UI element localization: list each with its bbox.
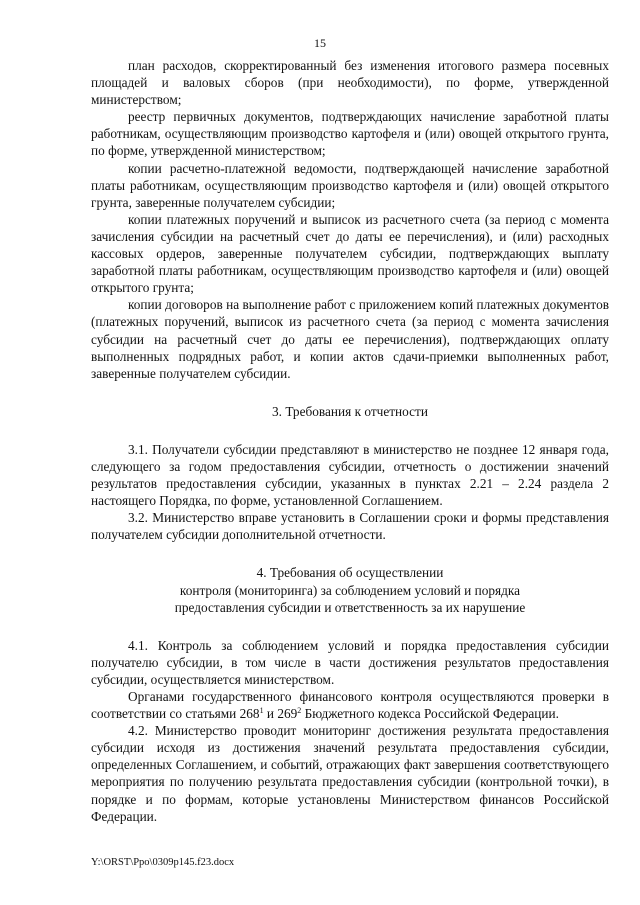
footer-file-path: Y:\ORST\Ppo\0309p145.f23.docx <box>91 857 235 868</box>
section-4-heading-line-2: контроля (мониторинга) за соблюдением условий и порядка <box>179 582 521 598</box>
document-body <box>91 57 609 825</box>
p2-text-2: и 269 <box>263 706 298 722</box>
page-number: 15 <box>314 36 326 50</box>
section-3-heading: 3. Требования к отчетности <box>272 403 428 419</box>
intro-paragraph-5: копии договоров на выполнение работ с приложением копий платежных документов (платежных поручений, выписок из расчетного счета (за период с момента зачисления субсидии на расчетный счет до даты ее перечисления), подтверждающих оплату выполненных подрядных работ, и копии актов сдачи-приемки выполненных работ, заверенные получателем субсидии. <box>91 297 609 381</box>
intro-paragraph-2: реестр первичных документов, подтверждающих начисление заработной платы работникам, осуществляющим производство картофеля и (или) овощей открытого грунта, по форме, утвержденной министерством; <box>91 109 609 159</box>
intro-paragraph-4: копии платежных поручений и выписок из расчетного счета (за период с момента зачисления субсидии на расчетный счет до даты ее перечисления), и (или) расходных кассовых ордеров, заверенные получателем субсидии, подтверждающих выплату заработной платы работникам, осуществляющим производство картофеля и (или) овощей открытого грунта; <box>91 211 609 296</box>
section-4-paragraph-3: 4.2. Министерство проводит мониторинг достижения результата предоставления субсидии исходя из достижения значений результата предоставления субсидии, определенных Соглашением, и событий, отражающих факт завершения соответствующего мероприятия по получению результата предоставления субсидии (контрольной точки), в порядке и по формам, которые установлены Министерством финансов Российской Федерации. <box>91 723 609 824</box>
section-4-paragraph-2 <box>91 688 609 722</box>
intro-paragraph-1: план расходов, скорректированный без изменения итогового размера посевных площадей и валовых сборов (при необходимости), по форме, утвержденной министерством; <box>91 58 609 108</box>
p2-sup-1: 1 <box>259 706 264 716</box>
p2-sup-2: 2 <box>297 706 302 716</box>
section-4-heading <box>91 564 609 615</box>
p2-text-1: Органами государственного финансового контроля осуществляются проверки в соответствии со статьями 268 <box>91 689 609 722</box>
section-3-paragraph-2: 3.2. Министерство вправе установить в Соглашении сроки и формы представления получателем субсидии дополнительной отчетности. <box>91 510 609 543</box>
section-4-paragraph-1: 4.1. Контроль за соблюдением условий и порядка предоставления субсидии получателю субсидии, в том числе в части достижения результатов предоставления субсидии, осуществляется министерством. <box>91 637 609 687</box>
intro-paragraph-3: копии расчетно-платежной ведомости, подтверждающей начисление заработной платы работникам, осуществляющим производство картофеля и (или) овощей открытого грунта, заверенные получателем субсидии; <box>91 160 609 210</box>
section-4-heading-line-1: 4. Требования об осуществлении <box>256 565 444 581</box>
p2-text-3: Бюджетного кодекса Российской Федерации. <box>301 706 559 722</box>
section-3-paragraph-1: 3.1. Получатели субсидии представляют в министерство не позднее 12 января года, следующего за годом предоставления субсидии, отчетность о достижении значений результатов предоставления субсидии, указанных в пунктах 2.21 – 2.24 раздела 2 настоящего Порядка, по форме, установленной Соглашением. <box>91 441 609 509</box>
section-4-heading-line-3: предоставления субсидии и ответственность за их нарушение <box>174 599 526 615</box>
